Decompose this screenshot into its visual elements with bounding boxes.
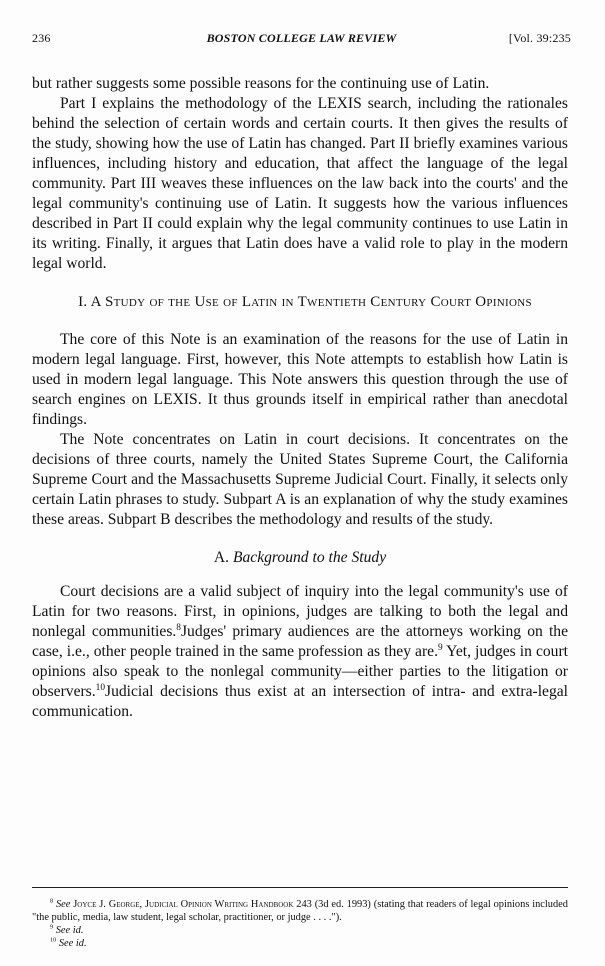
subsection-title: Background to the Study [232,549,387,566]
paragraph-core: The core of this Note is an examination of the reasons for the use of Latin in modern legal language. First, however, this Note attempts to establish how Latin is used in modern legal language. This Note answers this question through the use of search engines on LEXIS. It thus grounds itself in empirical rather than anecdotal findings. [32,331,568,428]
footnote-text: See id. [58,938,87,949]
paragraph-text: Judges' primary audiences are the attorneys working on the case, i.e., other people trained in the same profession as they are. [32,623,568,660]
running-header [32,31,571,49]
footnote-10 [32,937,568,950]
paragraph-background [32,582,568,722]
paragraph-continued: but rather suggests some possible reasons for the continuing use of Latin. [32,75,490,92]
footnote-ref-10[interactable]: 10 [95,682,106,693]
footnote-number: 10 [50,936,57,944]
footnote-number: 9 [50,923,54,931]
footnote-signal: See [55,899,71,910]
footnote-ref-9[interactable]: 9 [438,642,443,653]
paragraph-text: Yet, judges in court opinions also speak to the nonlegal community—either parties to the litigation or observers. [32,643,569,700]
footnote-9 [32,924,568,937]
paragraph-roadmap: Part I explains the methodology of the LEXIS search, including the rationales behind the selection of certain words and certain courts. It then gives the results of the study, showing how the use of Latin has changed. Part II briefly examines various influences, including history and education, that affect the language of the legal community. Part III weaves these influences on the law back into the courts' and the legal community's continuing use of Latin. It suggests how the various influences described in Part II could explain why the legal community continues to use Latin in its writing. Finally, it argues that Latin does have a valid role to play in the modern legal world. [32,95,568,272]
footnote-text: See id. [55,925,84,936]
paragraph-text: Court decisions are a valid subject of inquiry into the legal community's use of Latin for two reasons. First, in opinions, judges are talking to both the legal and nonlegal communities. [32,583,568,640]
footnote-8 [32,898,568,924]
subsection-label: A. [213,549,230,566]
footnotes [32,898,568,950]
section-heading: I. A Study of the Use of Latin in Twentieth Century Court Opinions [78,294,532,310]
subsection-heading [32,548,568,568]
footnote-author: Joyce J. George, [73,899,143,910]
page-number: 236 [32,31,51,45]
body-text [32,74,568,722]
paragraph-text: Judicial decisions thus exist at an intersection of intra- and extra-legal communication. [32,683,568,720]
volume-citation: [Vol. 39:235 [508,31,571,45]
paragraph-courts: The Note concentrates on Latin in court decisions. It concentrates on the decisions of three courts, namely the United States Supreme Court, the California Supreme Court and the Massachusetts Supreme Judicial Court. Finally, it selects only certain Latin phrases to study. Subpart A is an explanation of why the study examines these areas. Subpart B describes the methodology and results of the study. [32,431,568,528]
footnote-divider [32,887,568,888]
footnote-text: 243 (3d ed. 1993) (stating that readers of legal opinions included "the public, media, law student, legal scholar, practitioner, or judge . . . ."). [32,899,568,923]
journal-title: BOSTON COLLEGE LAW REVIEW [206,31,397,45]
footnote-ref-8[interactable]: 8 [176,622,181,633]
footnote-number: 8 [50,897,54,905]
footnote-book-title: Judicial Opinion Writing Handbook [145,899,294,910]
